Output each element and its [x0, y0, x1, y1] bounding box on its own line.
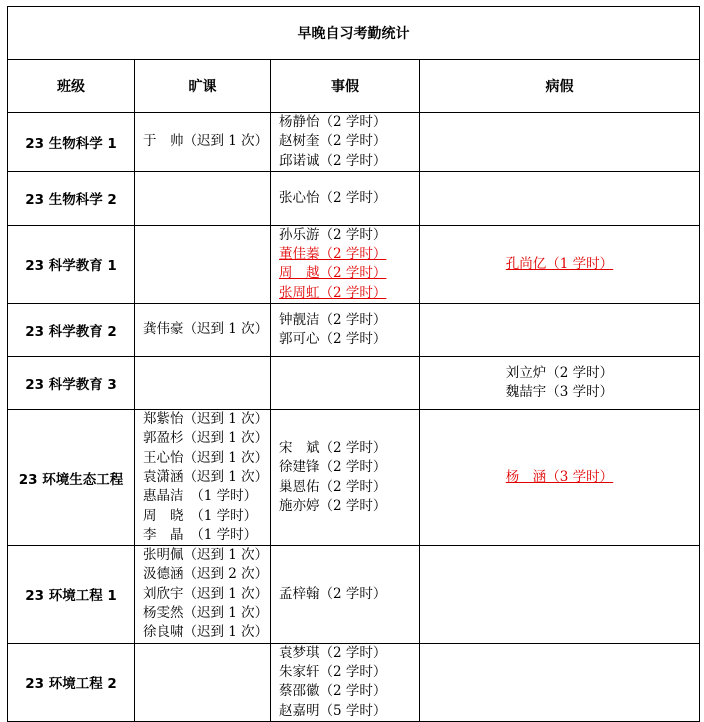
- student-entry: 张明佩（迟到 1 次）: [143, 547, 269, 564]
- student-entry: 邱诺诚（2 学时）: [279, 152, 387, 169]
- student-entry: 龚伟豪（迟到 1 次）: [143, 321, 269, 338]
- student-entry: 于 帅（迟到 1 次）: [143, 133, 269, 150]
- truancy-cell: [135, 225, 271, 303]
- truancy-cell: [135, 304, 271, 357]
- student-entry: 蔡邵徽（2 学时）: [279, 683, 387, 700]
- class-name: 23 环境生态工程: [8, 410, 135, 546]
- truancy-cell: [135, 171, 271, 225]
- student-entry: 郭可心（2 学时）: [279, 331, 387, 348]
- class-name: 23 环境工程 2: [8, 643, 135, 721]
- student-entry: 宋 斌（2 学时）: [279, 440, 387, 457]
- header-personal-leave: 事假: [271, 60, 420, 113]
- student-entry: 汲德涵（迟到 2 次）: [143, 566, 269, 583]
- personal-leave-cell: [271, 304, 420, 357]
- personal-leave-cell: [271, 546, 420, 643]
- student-entry: 朱家轩（2 学时）: [279, 663, 387, 680]
- student-entry: 孟梓翰（2 学时）: [279, 585, 387, 602]
- sick-leave-cell: [420, 546, 700, 643]
- student-entry: 惠晶洁 （1 学时）: [143, 488, 258, 505]
- student-entry: 巢恩佑（2 学时）: [279, 478, 387, 495]
- student-entry: 孙乐游（2 学时）: [279, 226, 387, 243]
- class-name: 23 生物科学 2: [8, 171, 135, 225]
- student-entry: 郑紫怡（迟到 1 次）: [143, 411, 269, 428]
- personal-leave-cell: [271, 410, 420, 546]
- student-entry: 袁潇涵（迟到 1 次）: [143, 468, 269, 485]
- table-row: [8, 410, 700, 546]
- truancy-cell: [135, 643, 271, 721]
- personal-leave-cell: [271, 113, 420, 172]
- student-entry: 赵嘉明（5 学时）: [279, 702, 387, 719]
- personal-leave-cell: [271, 171, 420, 225]
- student-entry-highlighted: 董佳蓁（2 学时）: [279, 246, 387, 263]
- table-row: [8, 225, 700, 303]
- student-entry: 魏喆宇（3 学时）: [505, 384, 614, 401]
- table-row: [8, 113, 700, 172]
- student-entry-highlighted: 周 越（2 学时）: [279, 265, 387, 282]
- header-sick-leave: 病假: [420, 60, 700, 113]
- table-row: [8, 171, 700, 225]
- truancy-cell: [135, 546, 271, 643]
- table-row: [8, 304, 700, 357]
- student-entry: 徐良啸（迟到 1 次）: [143, 624, 269, 641]
- table-row: [8, 357, 700, 410]
- table-title: 早晚自习考勤统计: [8, 7, 700, 60]
- personal-leave-cell: [271, 357, 420, 410]
- student-entry: 杨静怡（2 学时）: [279, 114, 387, 130]
- class-name: 23 科学教育 1: [8, 225, 135, 303]
- class-name: 23 科学教育 2: [8, 304, 135, 357]
- student-entry: 刘欣宇（迟到 1 次）: [143, 585, 269, 602]
- student-entry: 李 晶 （1 学时）: [143, 526, 258, 543]
- student-entry: 袁梦琪（2 学时）: [279, 644, 387, 661]
- sick-leave-cell: [420, 113, 700, 172]
- sick-leave-cell: [420, 410, 700, 546]
- student-entry: 张心怡（2 学时）: [279, 189, 387, 206]
- student-entry-highlighted: 杨 涵（3 学时）: [505, 468, 614, 485]
- personal-leave-cell: [271, 643, 420, 721]
- truancy-cell: [135, 410, 271, 546]
- student-entry-highlighted: 张周虹（2 学时）: [279, 284, 387, 301]
- student-entry: 王心怡（迟到 1 次）: [143, 449, 269, 466]
- truancy-cell: [135, 357, 271, 410]
- class-name: 23 环境工程 1: [8, 546, 135, 643]
- sick-leave-cell: [420, 643, 700, 721]
- table-row: [8, 643, 700, 721]
- header-truancy: 旷课: [135, 60, 271, 113]
- student-entry: 赵树奎（2 学时）: [279, 133, 387, 150]
- sick-leave-cell: [420, 225, 700, 303]
- student-entry: 杨雯然（迟到 1 次）: [143, 605, 269, 622]
- class-name: 23 生物科学 1: [8, 113, 135, 172]
- student-entry: 钟靓洁（2 学时）: [279, 311, 387, 328]
- student-entry: 徐建锋（2 学时）: [279, 459, 387, 476]
- student-entry: 周 晓 （1 学时）: [143, 507, 258, 524]
- sick-leave-cell: [420, 357, 700, 410]
- student-entry: 郭盈杉（迟到 1 次）: [143, 430, 269, 447]
- sick-leave-cell: [420, 171, 700, 225]
- class-name: 23 科学教育 3: [8, 357, 135, 410]
- table-row: [8, 546, 700, 643]
- sick-leave-cell: [420, 304, 700, 357]
- student-entry: 刘立炉（2 学时）: [505, 364, 614, 381]
- student-entry: 施亦婷（2 学时）: [279, 497, 387, 514]
- attendance-table: [7, 6, 700, 722]
- personal-leave-cell: [271, 225, 420, 303]
- header-class: 班级: [8, 60, 135, 113]
- truancy-cell: [135, 113, 271, 172]
- student-entry-highlighted: 孔尚亿（1 学时）: [505, 255, 614, 272]
